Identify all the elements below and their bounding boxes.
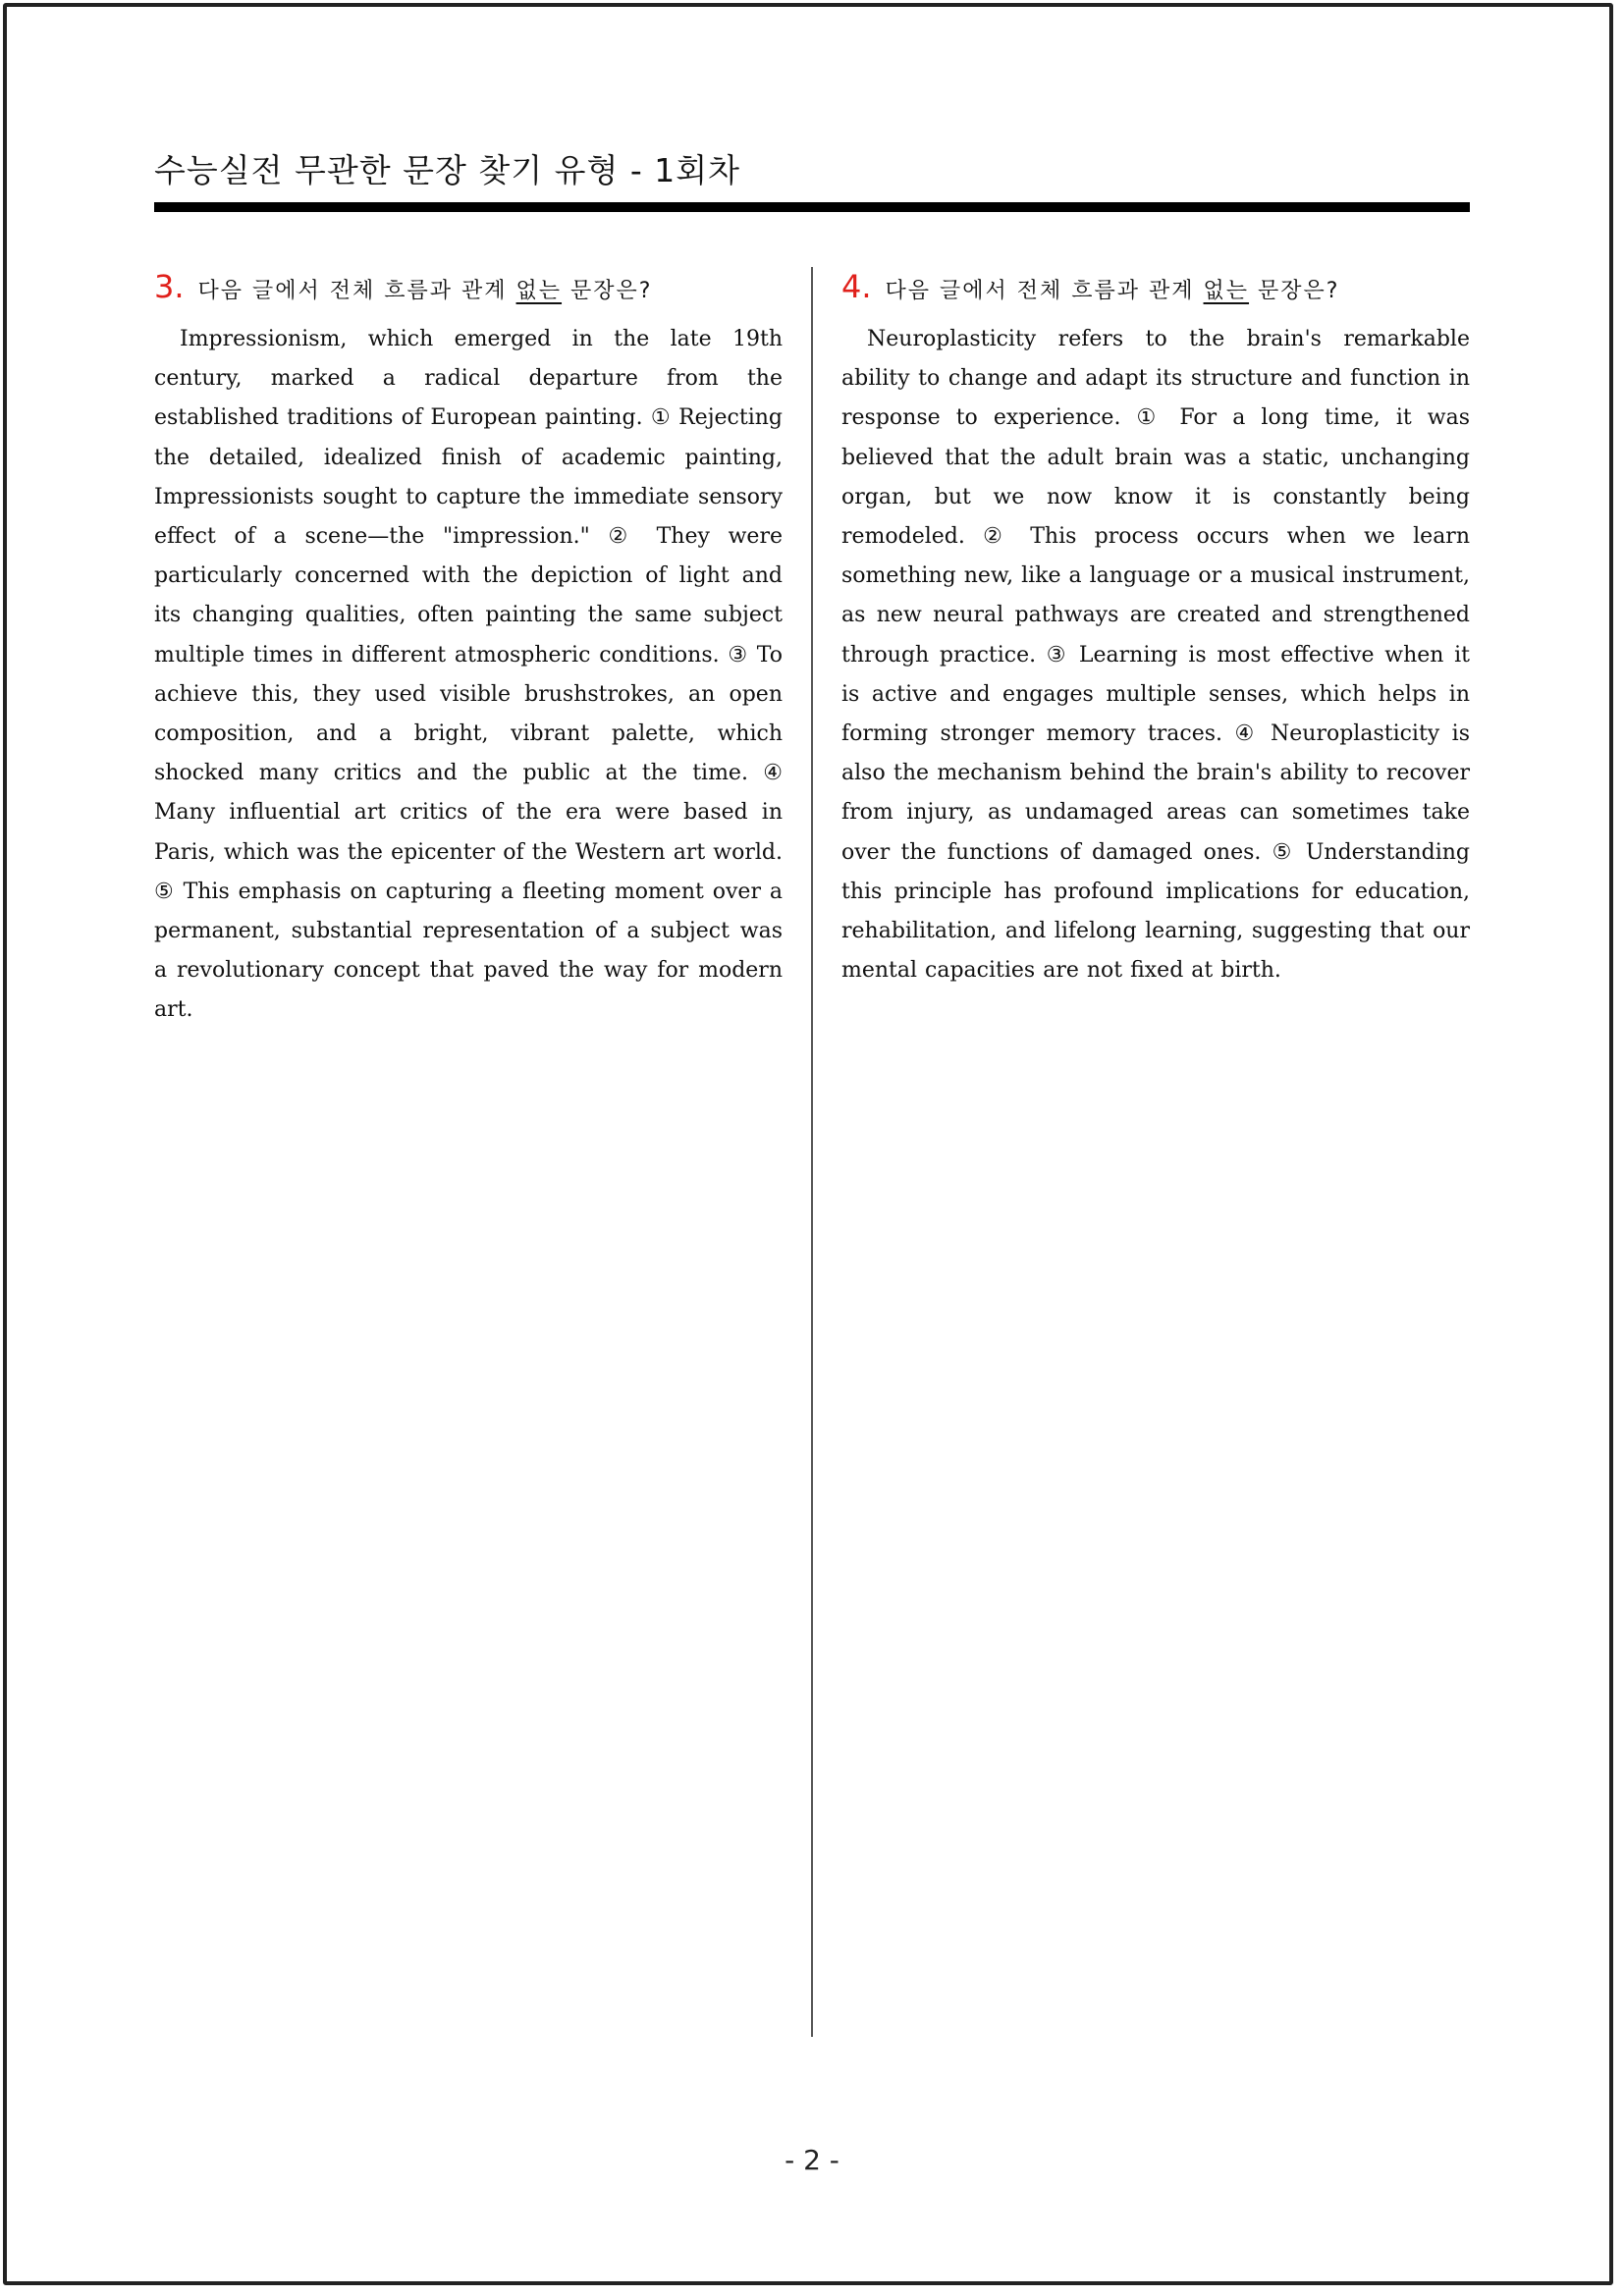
- question-prompt: [198, 279, 653, 303]
- question-header: [841, 263, 1470, 310]
- question-3: [154, 263, 783, 1031]
- question-number: 3.: [154, 268, 185, 305]
- header-rule: [154, 202, 1470, 212]
- question-prompt: [886, 279, 1340, 303]
- page-title: 수능실전 무관한 문장 찾기 유형 - 1회차: [154, 151, 741, 189]
- page-number: - 2 -: [785, 2144, 839, 2176]
- prompt-text-end: 문장은?: [1249, 279, 1340, 303]
- page-header: [154, 147, 1470, 194]
- question-4: [841, 263, 1470, 990]
- prompt-text: 다음 글에서 전체 흐름과 관계: [885, 279, 1204, 303]
- prompt-underlined: 없는: [1203, 279, 1250, 303]
- question-number: 4.: [841, 268, 872, 305]
- question-header: [154, 263, 783, 310]
- prompt-text: 다음 글에서 전체 흐름과 관계: [197, 279, 516, 303]
- prompt-underlined: 없는: [515, 279, 563, 303]
- passage-text: Impressionism, which emerged in the late 19th century, marked a radical departure from the established traditions of European painting. ① Rejecting the detailed, idealized finish of academic painting, Impressionists sought to capture the immediate sensory effect of a scene—the "impression." ② They were particularly concerned with the depiction of light and its changing qualities, often painting the same subject multiple times in different atmospheric conditions. ③ To achieve this, they used visible brushstrokes, an open composition, and a bright, vibrant palette, which shocked many critics and the public at the time. ④ Many influential art critics of the era were based in Paris, which was the epicenter of the Western art world. ⑤ This emphasis on capturing a fleeting moment over a permanent, substantial representation of a subject was a revolutionary concept that paved the way for modern art.: [154, 327, 783, 1023]
- prompt-text-end: 문장은?: [562, 279, 653, 303]
- passage-text: Neuroplasticity refers to the brain's remarkable ability to change and adapt its structure and function in response to experience. ① For a long time, it was believed that the adult brain was a static, unchanging organ, but we now know it is constantly being remodeled. ② This process occurs when we learn something new, like a language or a musical instrument, as new neural pathways are created and strengthened through practice. ③ Learning is most effective when it is active and engages multiple senses, which helps in forming stronger memory traces. ④ Neuroplasticity is also the mechanism behind the brain's ability to recover from injury, as undamaged areas can sometimes take over the functions of damaged ones. ⑤ Understanding this principle has profound implications for education, rehabilitation, and lifelong learning, suggesting that our mental capacities are not fixed at birth.: [841, 327, 1471, 984]
- column-divider: [811, 267, 813, 2037]
